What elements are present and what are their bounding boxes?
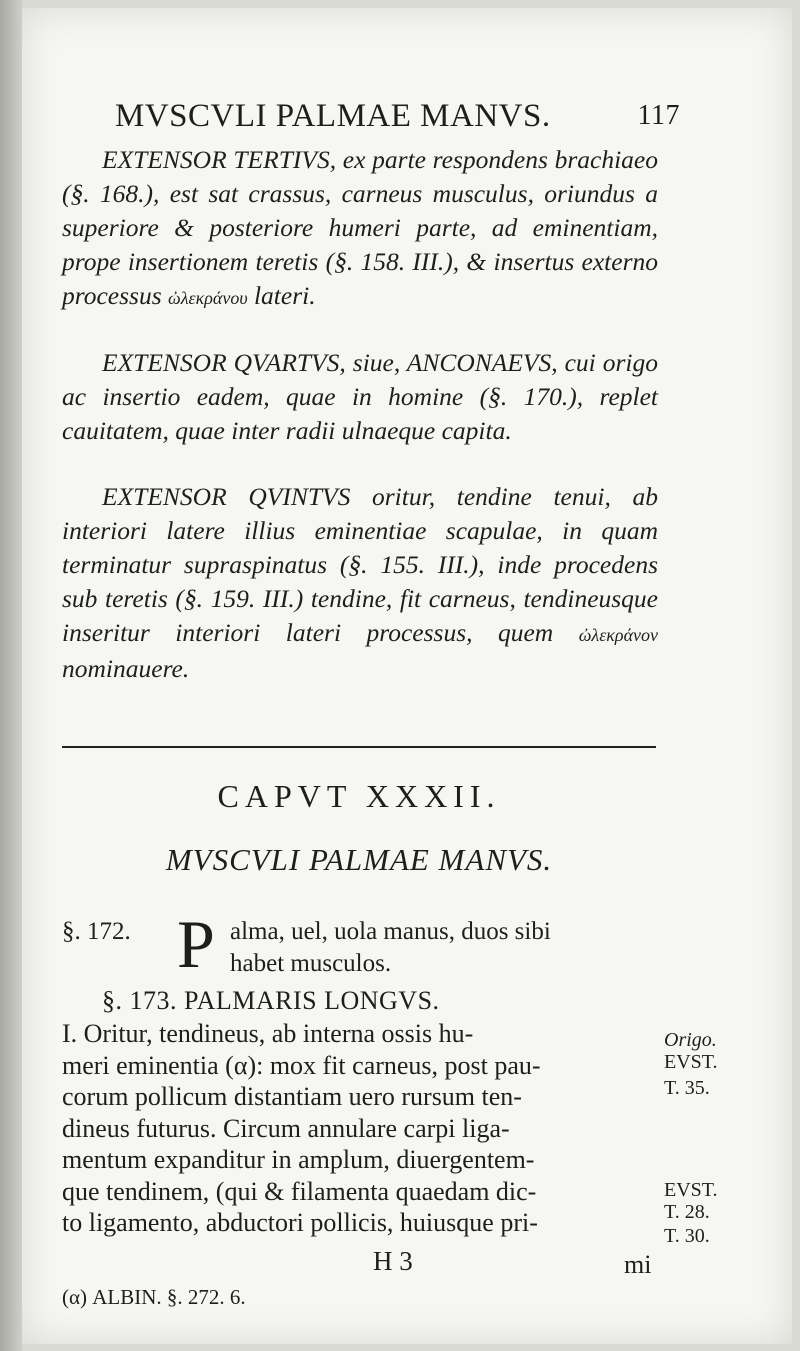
running-title: MVSCVLI PALMAE MANVS. xyxy=(115,98,551,134)
text-line: to ligamento, abductori pollicis, huiusque pri- xyxy=(62,1208,538,1237)
drop-cap: P xyxy=(177,906,215,982)
margin-note: T. 28. xyxy=(664,1201,710,1223)
greek-term: ὠλεκράνον xyxy=(578,625,658,645)
text-line: mentum expanditur in amplum, diuergentem- xyxy=(62,1145,535,1174)
page-gutter xyxy=(0,0,22,1351)
catchword: mi xyxy=(624,1250,652,1279)
lead-term: EXTENSOR QVINTVS xyxy=(102,482,351,511)
text-line: I. Oritur, tendineus, ab interna ossis hu- xyxy=(62,1019,474,1048)
palmaris-longus-text xyxy=(62,1018,662,1239)
lead-term: EXTENSOR QVARTVS xyxy=(102,348,340,377)
text-line: dineus futurus. Circum annulare carpi liga- xyxy=(62,1113,510,1143)
section-rule xyxy=(62,746,656,748)
paragraph-text: , siue, ANCONAEVS, cui origo ac insertio eadem, quae in homine (§. 170.), replet cauitatem, quae inter radii ulnaeque capita. xyxy=(62,348,658,445)
section-line-1: alma, uel, uola manus, duos sibi xyxy=(230,918,551,945)
greek-term: ὠλεκράνου xyxy=(168,288,248,308)
lead-term: EXTENSOR TERTIVS xyxy=(102,145,330,174)
margin-note: T. 35. xyxy=(664,1077,710,1099)
paragraph-end: lateri. xyxy=(253,281,316,310)
text-line: meri eminentia (α): mox fit carneus, post pau- xyxy=(62,1050,541,1080)
section-number: §. 173. xyxy=(102,986,177,1015)
section-title: PALMARIS LONGVS. xyxy=(184,986,440,1015)
margin-note: Origo. xyxy=(664,1029,717,1051)
margin-note: EVST. xyxy=(664,1051,718,1073)
chapter-title: CAPVT XXXII. xyxy=(217,778,501,814)
footnote: (α) ALBIN. §. 272. 6. xyxy=(62,1285,246,1309)
running-header xyxy=(115,96,680,136)
section-line-2: habet musculos. xyxy=(230,950,392,977)
text-line: que tendinem, (qui & filamenta quaedam dic- xyxy=(62,1176,537,1206)
paragraph-end: nominauere. xyxy=(62,654,190,683)
paragraph-text: oritur, tendine tenui, ab interiori latere illius eminentiae scapulae, in quam terminatur supraspinatus (§. 155. III.), inde procedens sub teretis (§. 159. III.) tendine, fit carneus, tendineusque inseritur interiori lateri processus, quem xyxy=(62,482,659,647)
signature-mark: H 3 xyxy=(373,1246,413,1276)
page-number: 117 xyxy=(637,100,680,131)
section-173-heading xyxy=(102,984,440,1018)
margin-note: T. 30. xyxy=(664,1225,710,1247)
paragraph-extensor-quintus xyxy=(62,480,658,686)
paragraph-extensor-quartus xyxy=(62,346,658,448)
text-line: corum pollicum distantiam uero rursum ten- xyxy=(62,1082,522,1111)
chapter-subtitle: MVSCVLI PALMAE MANVS. xyxy=(165,842,553,877)
section-number: §. 172. xyxy=(62,918,131,945)
paragraph-text: , ex parte respondens brachiaeo (§. 168.), est sat crassus, carneus musculus, oriundus a superiore & posteriore humeri parte, ad eminentiam, prope insertionem teretis (§. 158. III.), & insertus externo processus xyxy=(62,145,658,310)
margin-note: EVST. xyxy=(664,1179,718,1201)
paragraph-extensor-tertius xyxy=(62,143,658,315)
